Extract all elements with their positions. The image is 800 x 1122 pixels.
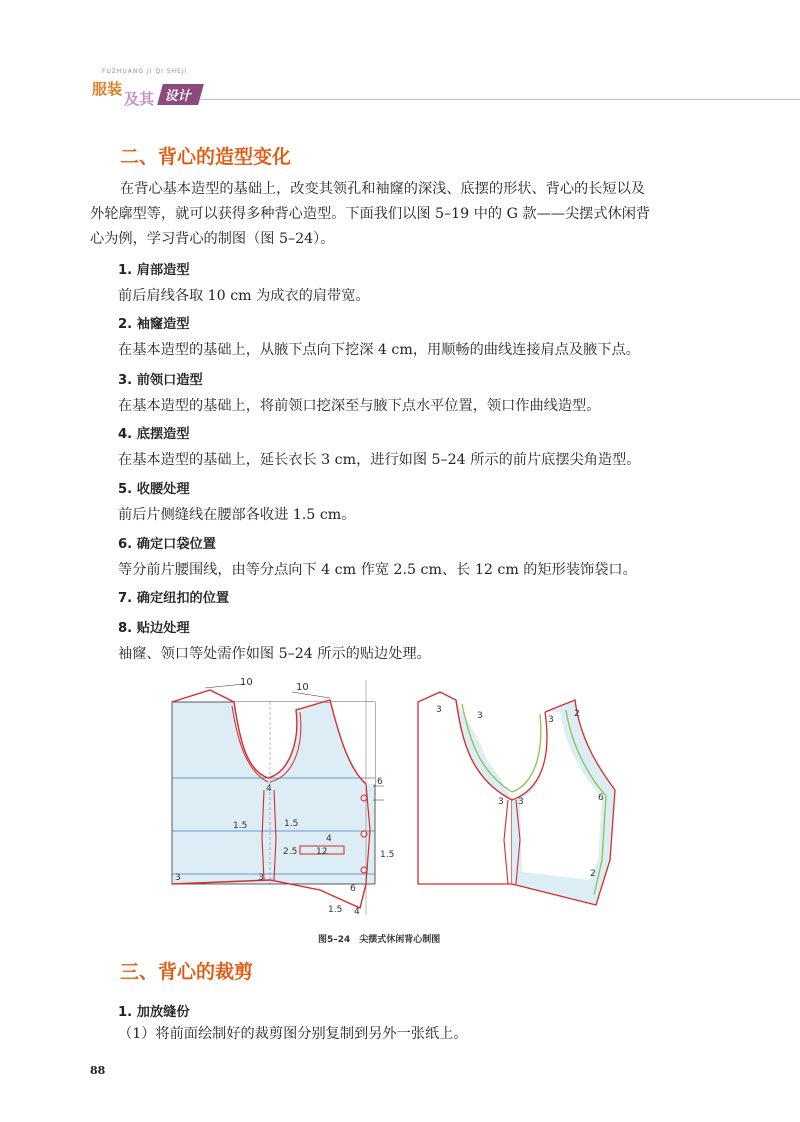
item-heading: 4. 底摆造型: [118, 427, 190, 442]
dim-label: 6: [350, 884, 356, 894]
facing-label: 3: [477, 711, 483, 721]
item-heading: 1. 肩部造型: [118, 263, 190, 278]
dim-label: 4: [266, 784, 272, 794]
item-heading: 7. 确定纽扣的位置: [118, 591, 230, 606]
facing-label: 3: [498, 797, 504, 807]
item-heading: 2. 袖窿造型: [118, 317, 190, 332]
item-text: （1）将前面绘制好的裁剪图分别复制到另外一张纸上。: [118, 1026, 468, 1042]
item-heading: 5. 收腰处理: [118, 482, 190, 497]
intro-line-3: 心为例，学习背心的制图（图 5–24）。: [90, 231, 335, 247]
page-number: 88: [90, 1064, 106, 1077]
item-text: 前后肩线各取 10 cm 为成衣的肩带宽。: [118, 288, 370, 304]
dim-label: 1.5: [380, 850, 395, 860]
facing-label: 3: [436, 705, 442, 715]
item-text: 袖窿、领口等处需作如图 5–24 所示的贴边处理。: [118, 646, 431, 662]
item-heading: 8. 贴边处理: [118, 621, 190, 636]
section-title: 三、背心的裁剪: [120, 961, 254, 983]
dim-label: 4: [326, 834, 332, 844]
item-heading: 6. 确定口袋位置: [118, 537, 216, 552]
intro-line-2: 外轮廓型等，就可以获得多种背心造型。下面我们以图 5–19 中的 G 款——尖摆式休闲背: [90, 206, 651, 222]
item-text: 在基本造型的基础上，从腋下点向下挖深 4 cm，用顺畅的曲线连接肩点及腋下点。: [118, 342, 640, 358]
facing-label: 2: [590, 869, 596, 879]
header-tag: 设计: [157, 84, 204, 105]
dim-label: 1.5: [233, 821, 248, 831]
dim-label: 10: [296, 682, 309, 693]
item-heading: 1. 加放缝份: [118, 1005, 190, 1020]
header-pinyin: FUZHUANG JI QI SHEJI: [102, 68, 188, 75]
dim-label: 2.5: [283, 847, 298, 857]
item-text: 在基本造型的基础上，将前领口挖深至与腋下点水平位置，领口作曲线造型。: [118, 398, 601, 414]
dim-label: 4: [354, 907, 360, 917]
header-rule: [200, 99, 800, 100]
intro-line-1: 在背心基本造型的基础上，改变其领孔和袖窿的深浅、底摆的形状、背心的长短以及: [120, 181, 645, 197]
dim-label: 3: [258, 873, 264, 883]
figure-caption: 图5–24 尖摆式休闲背心制图: [318, 935, 441, 945]
section-title: 二、背心的造型变化: [120, 146, 292, 168]
header-logo-b: 及其: [124, 90, 155, 108]
item-heading: 3. 前领口造型: [118, 373, 203, 388]
dim-label: 1.5: [284, 819, 299, 829]
facing-label: 6: [598, 793, 604, 803]
item-text: 前后片侧缝线在腰部各收进 1.5 cm。: [118, 507, 356, 523]
dim-label: 6: [377, 777, 383, 787]
dim-label: 1.5: [328, 905, 343, 915]
vest-pattern-figure: [160, 675, 650, 925]
dim-label: 10: [240, 677, 253, 688]
item-text: 在基本造型的基础上，延长衣长 3 cm，进行如图 5–24 所示的前片底摆尖角造型。: [118, 452, 641, 468]
facing-label: 3: [518, 797, 524, 807]
item-text: 等分前片腰围线，由等分点向下 4 cm 作宽 2.5 cm、长 12 cm 的矩形装饰袋口。: [118, 562, 637, 578]
running-header: [0, 62, 800, 106]
facing-label: 2: [574, 709, 580, 719]
dim-label: 12: [316, 847, 328, 857]
header-logo-a: 服装: [92, 80, 123, 98]
facing-label: 3: [548, 715, 554, 725]
dim-label: 3: [175, 873, 181, 883]
